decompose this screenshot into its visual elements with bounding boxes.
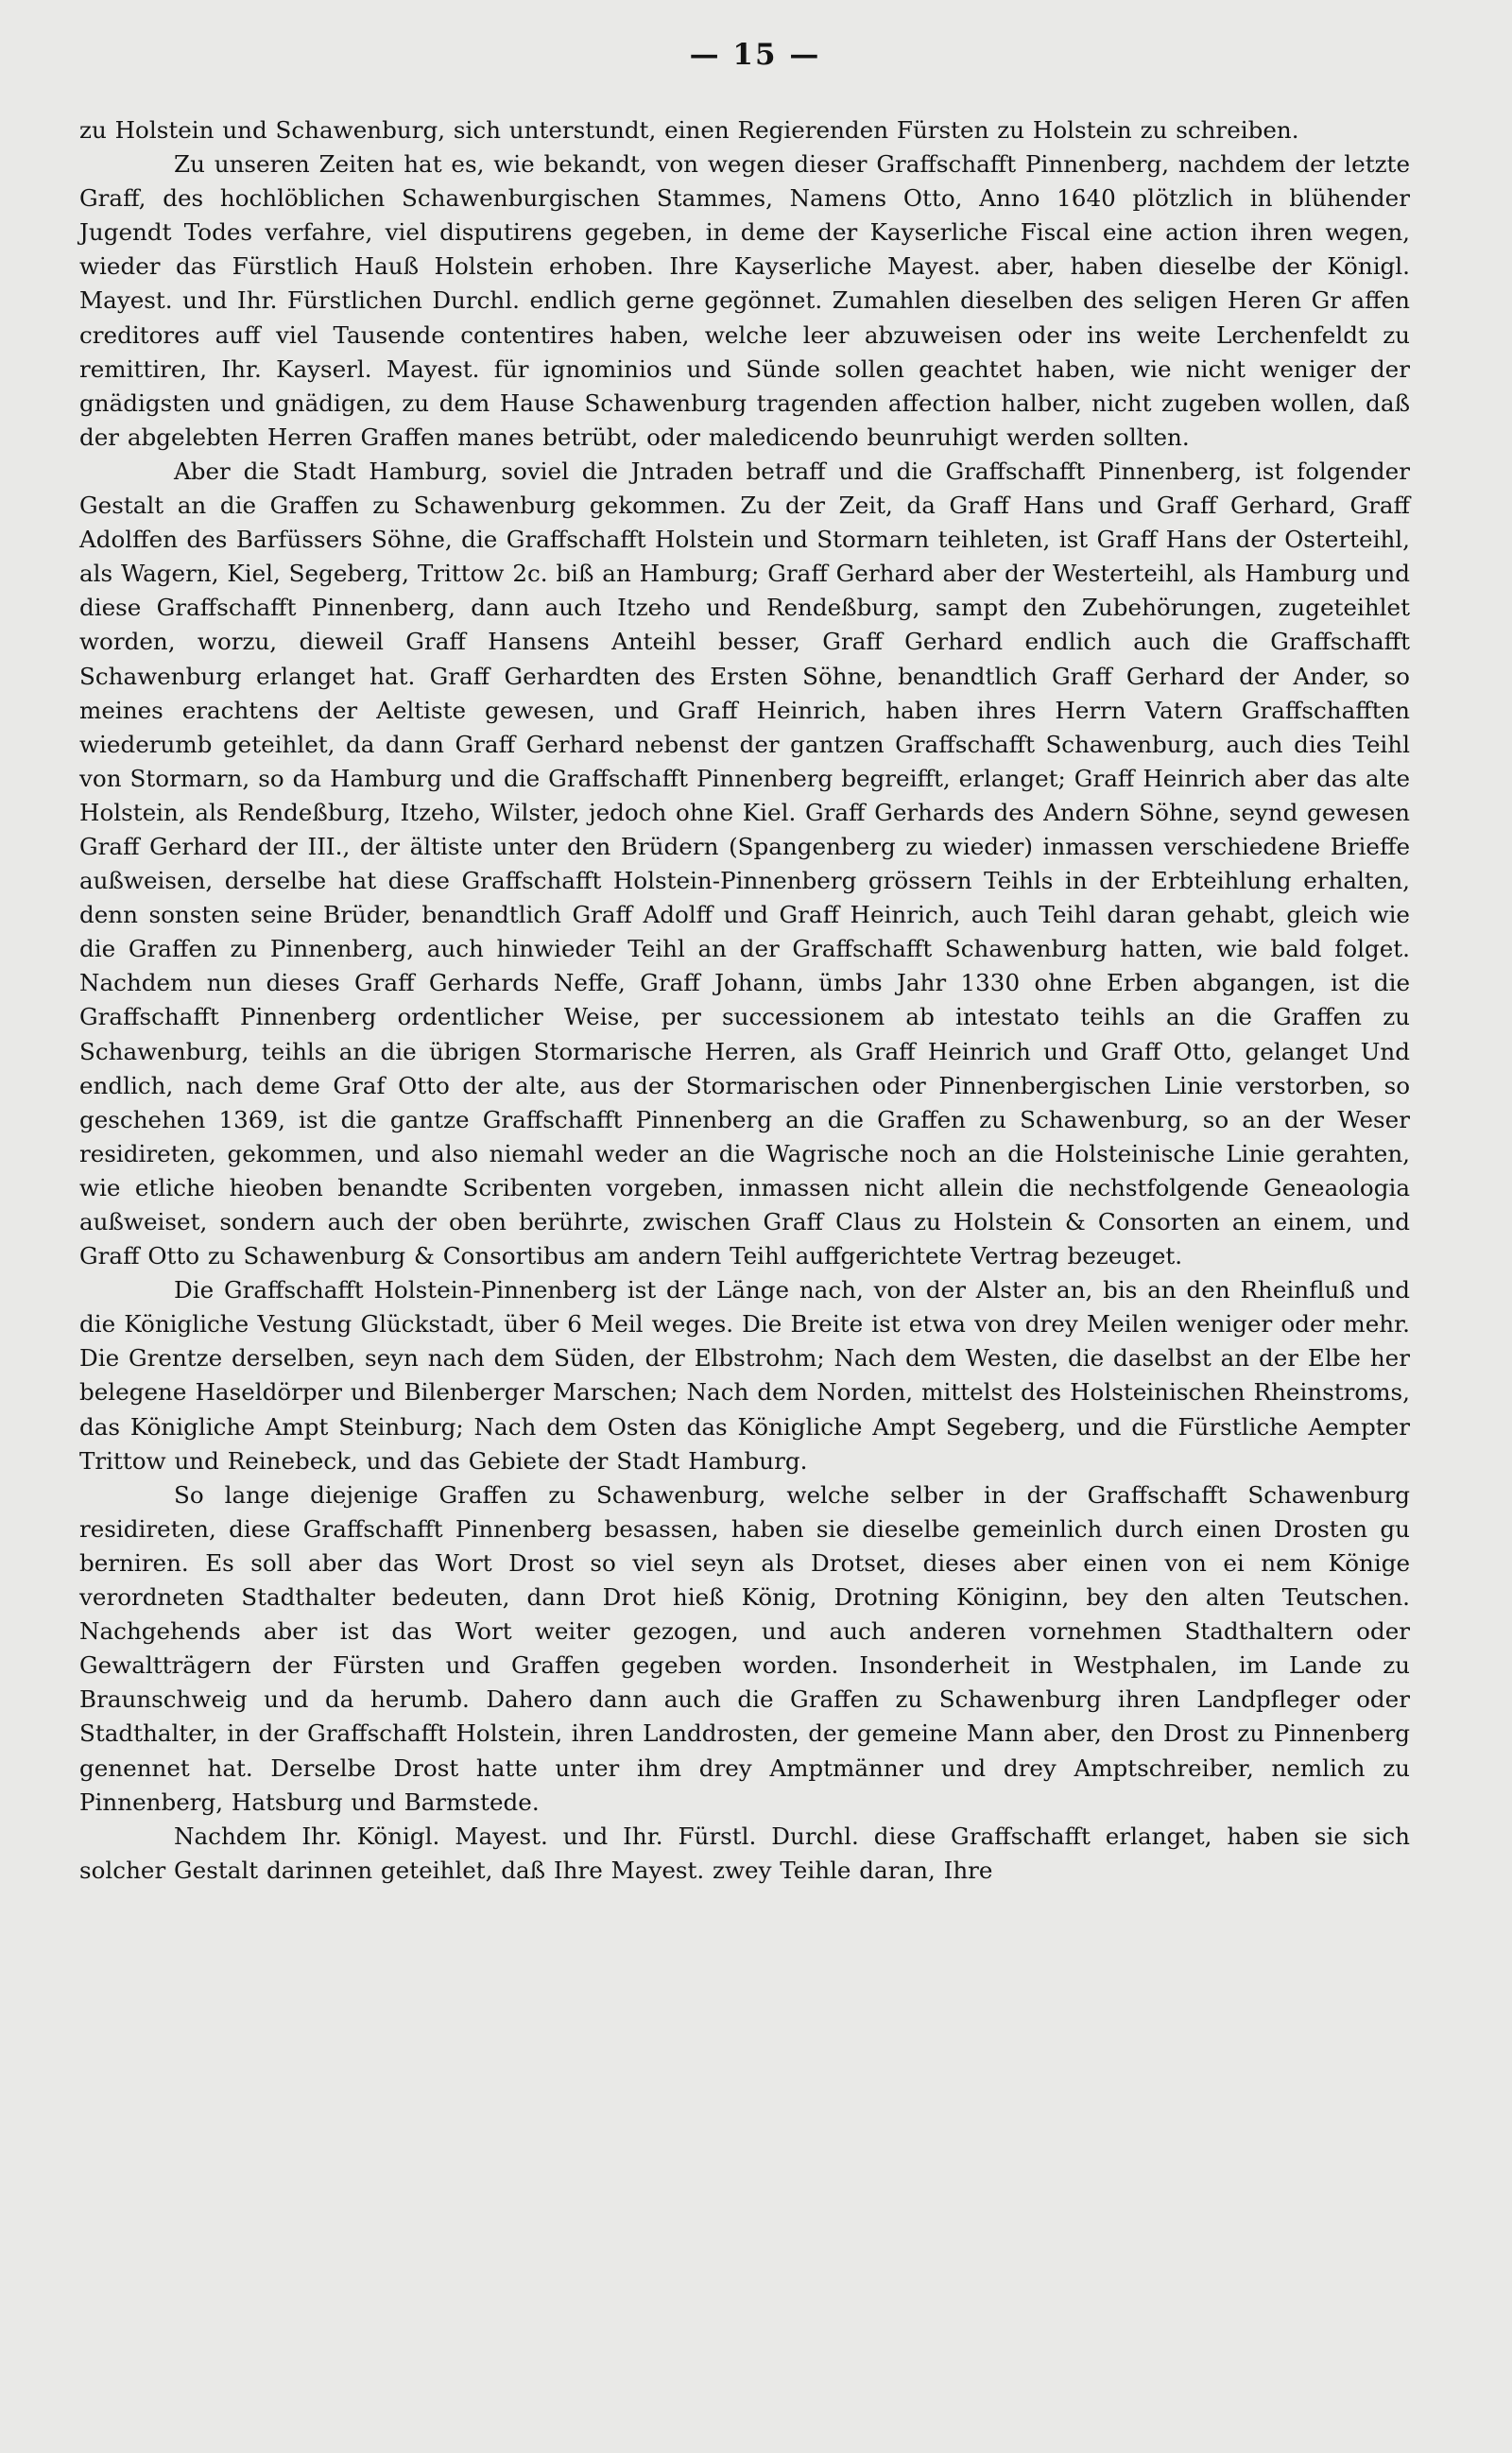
page-number: — 15 — bbox=[689, 38, 821, 72]
paragraph-continuation: zu Holstein und Schawenburg, sich unterstundt, einen Regierenden Fürsten zu Holstein zu schreiben. bbox=[79, 116, 1299, 144]
paragraph-hamburg-history: Aber die Stadt Hamburg, soviel die Jntraden betraff und die Graffschafft Pinnenberg, ist folgender Gestalt an die Graffen zu Schawenburg gekommen. Zu der Zeit, da Graff Hans und Graff Gerhard, Graff Adolffen des Barfüssers Söhne, die Graffschafft Holstein und Stormarn teihleten, ist Graff Hans der Osterteihl, als Wagern, Kiel, Segeberg, Trittow 2c. biß an Hamburg; Graff Gerhard aber der Westerteihl, als Hamburg und diese Graffschafft Pinnenberg, dann auch Itzeho und Rendeßburg, sampt den Zubehörungen, zugeteihlet worden, worzu, dieweil Graff Hansens Anteihl besser, Graff Gerhard endlich auch die Graffschafft Schawenburg erlanget hat. Graff Gerhardten des Ersten Söhne, benandtlich Graff Gerhard der Ander, so meines erachtens der Aeltiste gewesen, und Graff Heinrich, haben ihres Herrn Vatern Graffschafften wiederumb geteihlet, da dann Graff Gerhard nebenst der gantzen Graffschafft Schawenburg, auch dies Teihl von Stormarn, so da Hamburg und die Graffschafft Pinnenberg begreifft, erlanget; Graff Heinrich aber das alte Holstein, als Rendeßburg, Itzeho, Wilster, jedoch ohne Kiel. Graff Gerhards des Andern Söhne, seynd gewesen Graff Gerhard der III., der ältiste unter den Brüdern (Spangenberg zu wieder) inmassen verschiedene Brieffe außweisen, derselbe hat diese Graffschafft Holstein-Pinnenberg grössern Teihls in der Erbteihlung erhalten, denn sonsten seine Brüder, benandtlich Graff Adolff und Graff Heinrich, auch Teihl daran gehabt, gleich wie die Graffen zu Pinnenberg, auch hinwieder Teihl an der Graffschafft Schawenburg hatten, wie bald folget. Nachdem nun dieses Graff Gerhards Neffe, Graff Johann, ümbs Jahr 1330 ohne Erben abgangen, ist die Graffschafft Pinnenberg ordentlicher Weise, per successionem ab intestato teihls an die Graffen zu Schawenburg, teihls an die übrigen Stormarische Herren, als Graff Heinrich und Graff Otto, gelanget Und endlich, nach deme Graf Otto der alte, aus der Stormarischen oder Pinnenbergischen Linie verstorben, so geschehen 1369, ist die gantze Graffschafft Pinnenberg an die Graffen zu Schawenburg, so an der Weser residireten, gekommen, und also niemahl weder an die Wagrische noch an die Holsteinische Linie gerahten, wie etliche hieoben benandte Scribenten vorgeben, inmassen nicht allein die nechstfolgende Geneaologia außweiset, sondern auch der oben berührte, zwischen Graff Claus zu Holstein & Consorten an einem, und Graff Otto zu Schawenburg & Consortibus am andern Teihl auffgerichtete Vertrag bezeuget. bbox=[79, 457, 1410, 1270]
paragraph-drost: So lange diejenige Graffen zu Schawenburg, welche selber in der Graffschafft Schawenburg residireten, diese Graffschafft Pinnenberg besassen, haben sie dieselbe gemeinlich durch einen Drosten gu berniren. Es soll aber das Wort Drost so viel seyn als Drotset, dieses aber einen von ei nem Könige verordneten Stadthalter bedeuten, dann Drot hieß König, Drotning Königinn, bey den alten Teutschen. Nachgehends aber ist das Wort weiter gezogen, und auch anderen vornehmen Stadthaltern oder Gewaltträgern der Fürsten und Graffen gegeben worden. Insonderheit in Westphalen, im Lande zu Braunschweig und da herumb. Dahero dann auch die Graffen zu Schawenburg ihren Landpfleger oder Stadthalter, in der Graffschafft Holstein, ihren Landdrosten, der gemeine Mann aber, den Drost zu Pinnenberg genennet hat. Derselbe Drost hatte unter ihm drey Amptmänner und drey Amptschreiber, nemlich zu Pinnenberg, Hatsburg und Barmstede. bbox=[79, 1480, 1410, 1816]
paragraph-pinnenberg-dispute: Zu unseren Zeiten hat es, wie bekandt, von wegen dieser Graffschafft Pinnenberg, nachdem der letzte Graff, des hochlöblichen Schawenburgischen Stammes, Namens Otto, Anno 1640 plötzlich in blühender Jugendt Todes verfahre, viel disputirens gegeben, in deme der Kayserliche Fiscal eine action ihren wegen, wieder das Fürstlich Hauß Holstein erhoben. Ihre Kayserliche Mayest. aber, haben dieselbe der Königl. Mayest. und Ihr. Fürstlichen Durchl. endlich gerne gegönnet. Zumahlen dieselben des seligen Heren Gr affen creditores auff viel Tausende contentires haben, welche leer abzuweisen oder ins weite Lerchenfeldt zu remittiren, Ihr. Kayserl. Mayest. für ignominios und Sünde sollen geachtet haben, wie nicht weniger der gnädigsten und gnädigen, zu dem Hause Schawenburg tragenden affection halber, nicht zugeben wollen, daß der abgelebten Herren Graffen manes betrübt, oder maledicendo beunruhigt werden sollten. bbox=[79, 150, 1410, 451]
paragraph-borders: Die Graffschafft Holstein-Pinnenberg ist der Länge nach, von der Alster an, bis an den Rheinfluß und die Königliche Vestung Glückstadt, über 6 Meil weges. Die Breite ist etwa von drey Meilen weniger oder mehr. Die Grentze derselben, seyn nach dem Süden, der Elbstrohm; Nach dem Westen, die daselbst an der Elbe her belegene Haseldörper und Bilenberger Marschen; Nach dem Norden, mittelst des Holsteinischen Rheinstroms, das Königliche Ampt Steinburg; Nach dem Osten das Königliche Ampt Segeberg, und die Fürstliche Aempter Trittow und Reinebeck, und das Gebiete der Stadt Hamburg. bbox=[79, 1276, 1410, 1475]
body-text bbox=[79, 113, 1410, 1888]
paragraph-division: Nachdem Ihr. Königl. Mayest. und Ihr. Fürstl. Durchl. diese Graffschafft erlanget, haben sie sich solcher Gestalt darinnen geteihlet, daß Ihre Mayest. zwey Teihle daran, Ihre bbox=[79, 1822, 1410, 1884]
